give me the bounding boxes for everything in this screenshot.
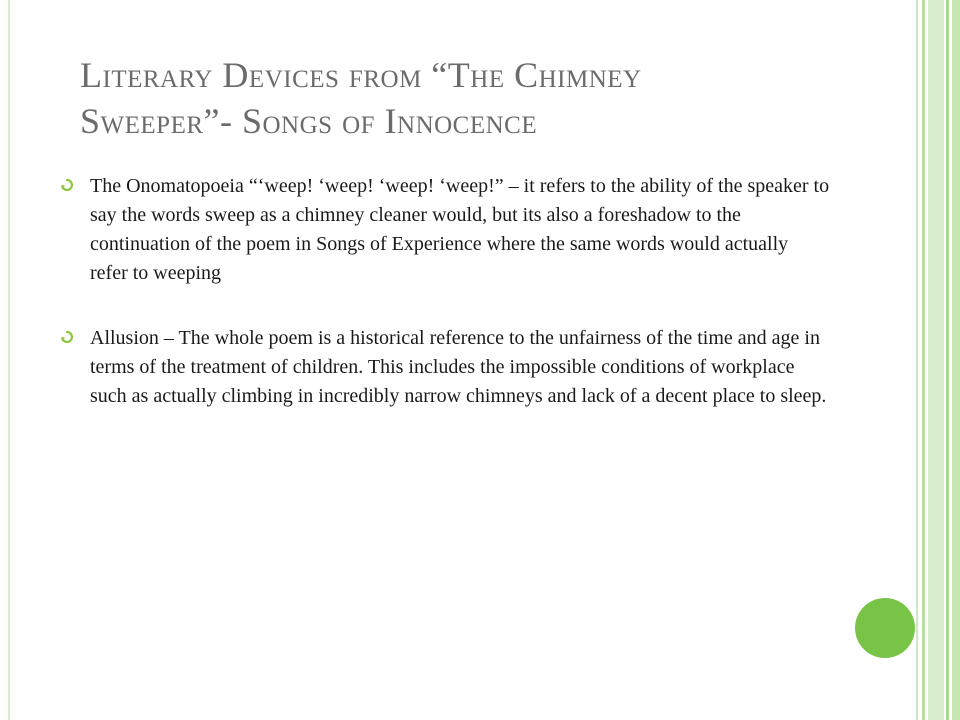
slide-title-line-1: Literary Devices from “The Chimney (80, 55, 642, 95)
bullet-text: Allusion – The whole poem is a historical reference to the unfairness of the time and age in terms of the treatment of children. This includes the impossible conditions of workplace such as actually climbing in incredibly narrow chimneys and lack of a decent place to sleep. (90, 327, 827, 407)
left-border-line (8, 0, 10, 720)
stripe (946, 0, 949, 720)
stripe (916, 0, 918, 720)
bullet-item-allusion (60, 324, 830, 411)
circular-arrow-bullet-icon (60, 330, 74, 344)
right-decorative-stripes (916, 0, 960, 720)
bullet-list (60, 172, 830, 411)
circular-arrow-bullet-icon (60, 178, 74, 192)
slide-title (80, 52, 870, 144)
bullet-text: The Onomatopoeia “‘weep! ‘weep! ‘weep! ‘weep!” – it refers to the ability of the speaker to say the words sweep as a chimney cleaner would, but its also a foreshadow to the continuation of the poem in Songs of Experience where the same words would actually refer to weeping (90, 175, 830, 284)
stripe (922, 0, 925, 720)
stripe (928, 0, 944, 720)
green-circle-icon (855, 598, 915, 658)
slide-title-line-2: Sweeper”- Songs of Innocence (80, 101, 538, 141)
stripe (952, 0, 960, 720)
bullet-item-onomatopoeia (60, 172, 830, 288)
